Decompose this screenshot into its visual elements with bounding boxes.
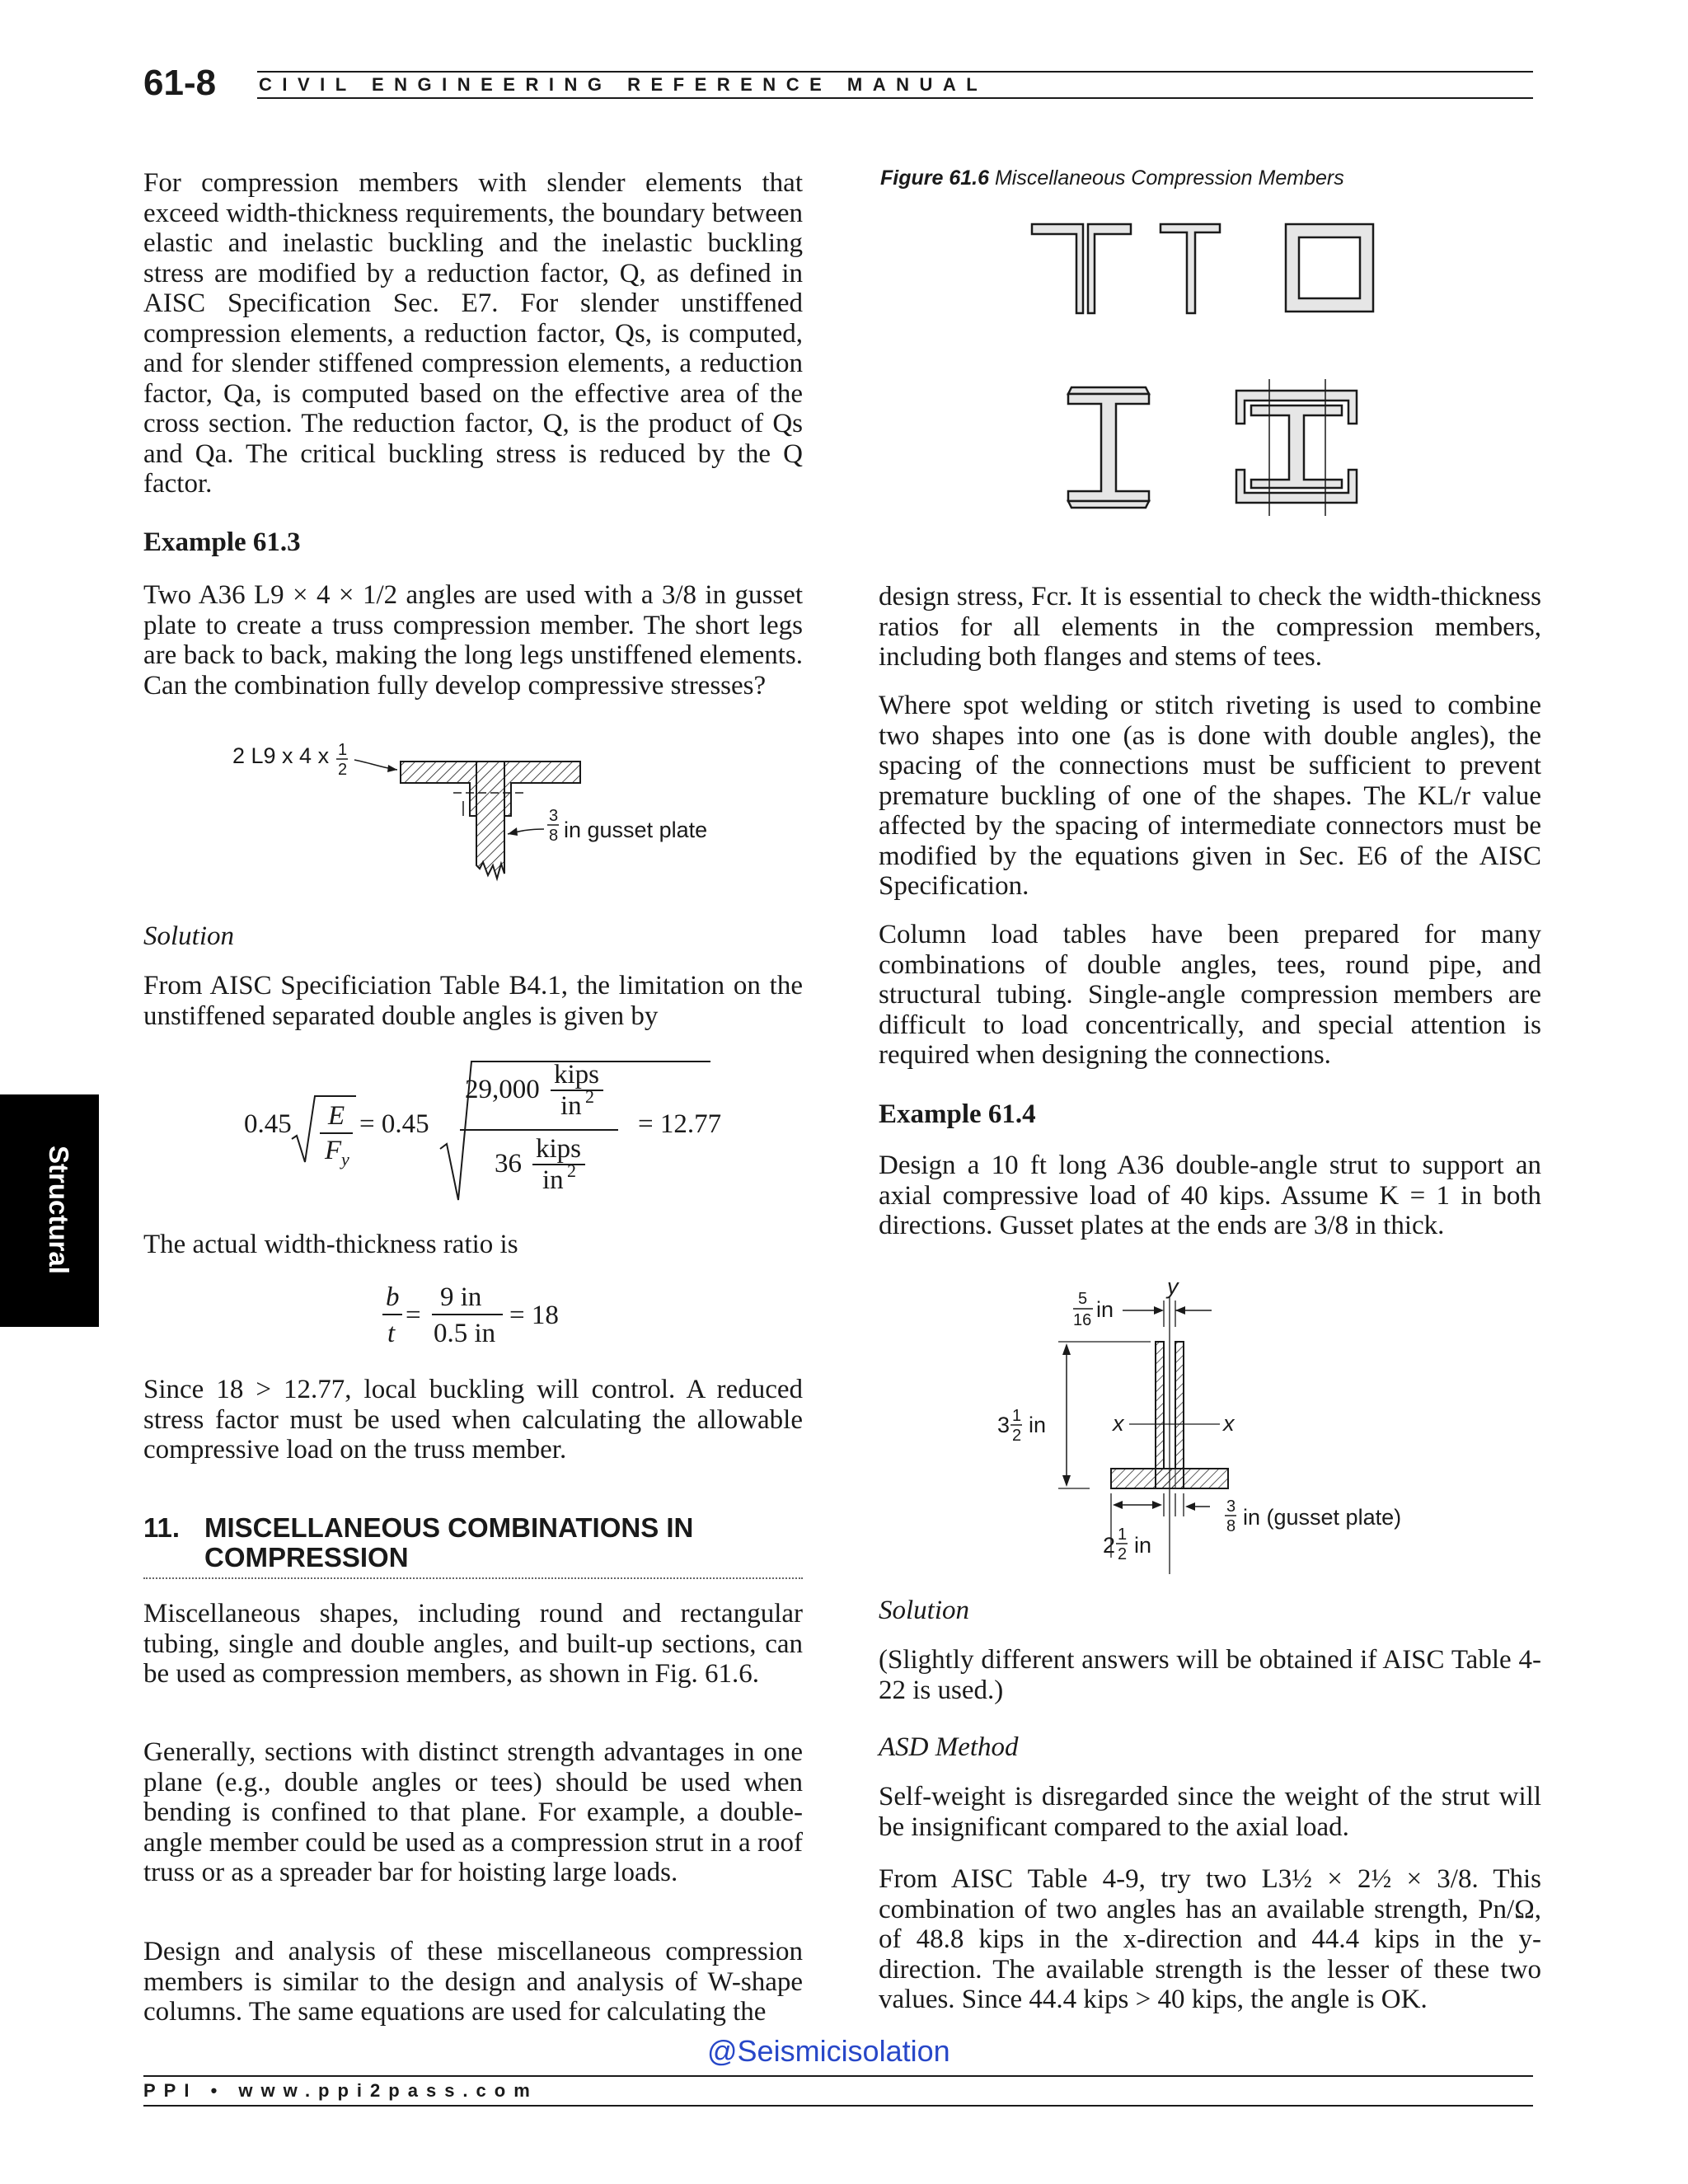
- height-frac-den: 2: [1012, 1427, 1022, 1445]
- eq1-E: E: [328, 1101, 345, 1131]
- example-61-3-text: Two A36 L9 × 4 × 1/2 angles are used with a 3/8 in gusset plate to create a truss compression member. The short legs are back to back, making the long legs unstiffened elements. Can the combination fully develop compressive stresses?: [143, 580, 803, 701]
- footer-rule-top: [143, 2075, 1533, 2077]
- running-title: CIVIL ENGINEERING REFERENCE MANUAL: [259, 74, 988, 95]
- column-load-tables-paragraph: Column load tables have been prepared for many combinations of double angles, tees, round pipe, and structural tubing. Single-angle compression members are difficult to load concentrically, and special attention is required when designing the connections.: [879, 920, 1541, 1070]
- solution-text-left: From AISC Specificiation Table B4.1, the limitation on the unstiffened separated double angles is given by: [143, 971, 803, 1031]
- eq1-den-units-bottom: in: [542, 1165, 564, 1195]
- design-analysis-paragraph: Design and analysis of these miscellaneous compression members is similar to the design and analysis of W-shape columns. The same equations are used for calculating the: [143, 1937, 803, 2027]
- footer-text: [143, 2080, 538, 2102]
- eq1-equals-coef: = 0.45: [359, 1109, 429, 1139]
- footer-url: www.ppi2pass.com: [238, 2080, 538, 2101]
- side-tab-label: Structural: [44, 1146, 74, 1274]
- box-tube-shape: [1286, 224, 1373, 312]
- eq2-num: 9 in: [440, 1282, 482, 1312]
- asd-method-label: ASD Method: [879, 1732, 1019, 1762]
- slightly-different-paragraph: (Slightly different answers will be obtained if AISC Table 4-22 is used.): [879, 1645, 1541, 1705]
- from-table-paragraph: From AISC Table 4-9, try two L3½ × 2½ × 3/8. This combination of two angles has an available strength, Pn/Ω, of 48.8 kips in the x-direction and 44.4 kips in the y-direction. The available strength is the lesser of these two values. Since 44.4 kips > 40 kips, the angle is OK.: [879, 1864, 1541, 2014]
- plate-thk-frac-den: 8: [1226, 1517, 1236, 1535]
- x-axis-label-right: x: [1223, 1411, 1235, 1436]
- double-angle-gusset-figure: [223, 733, 750, 898]
- eq2-den: 0.5 in: [434, 1319, 496, 1348]
- page-number: 61-8: [143, 63, 217, 103]
- eq2-t: t: [387, 1319, 396, 1348]
- side-tab: [0, 1094, 99, 1327]
- example-61-4-text: Design a 10 ft long A36 double-angle strut to support an axial compressive load of 40 kips. Assume K = 1 in both directions. Gusset plates at the ends are 3/8 in thick.: [879, 1151, 1541, 1240]
- eq1-den-units-exp: 2: [567, 1160, 576, 1181]
- built-up-w-shape: [1251, 405, 1342, 488]
- header-rule-bottom: [257, 97, 1533, 99]
- eq1-num-value: 29,000: [465, 1075, 540, 1104]
- figure-61-6-caption: [880, 166, 1344, 190]
- footer-publisher: PPI: [143, 2080, 198, 2101]
- angles-label: 2 L9 x 4 x: [232, 743, 330, 768]
- header-rule-top: [257, 71, 1533, 73]
- figure-number: Figure 61.6: [880, 166, 989, 190]
- since-paragraph: Since 18 > 12.77, local buckling will control. A reduced stress factor must be used when calculating the allowable compressive load on the truss member.: [143, 1375, 803, 1465]
- eq2-result: = 18: [509, 1301, 559, 1330]
- height-unit: in: [1029, 1413, 1047, 1437]
- double-angle-shape-left: [1032, 224, 1083, 313]
- misc-compression-members-figure: [1030, 214, 1401, 527]
- height-whole: 3: [997, 1413, 1010, 1437]
- eq1-F: F: [325, 1136, 342, 1165]
- eq2-b: b: [386, 1282, 400, 1312]
- actual-ratio-equation: b t = 9 in 0.5 in = 18: [386, 1282, 584, 1357]
- misc-shapes-paragraph: Miscellaneous shapes, including round and rectangular tubing, single and double angles, and built-up sections, can be used as compression members, as shown in Fig. 61.6.: [143, 1599, 803, 1689]
- gusset-plate-section: [476, 762, 504, 879]
- intro-paragraph: For compression members with slender elements that exceed width-thickness requirements, the boundary between elastic and inelastic buckling and the inelastic buckling stress are modified by a reduction factor, Q, as defined in AISC Specification Sec. E7. For slender unstiffened compression elements, a reduction factor, Qs, is computed, and for slender stiffened compression elements, a reduction factor, Qa, is computed based on the effective area of the cross section. The reduction factor, Q, is the product of Qs and Qa. The critical buckling stress is reduced by the Q factor.: [143, 168, 803, 499]
- strut-left-angle: [1156, 1342, 1228, 1488]
- solution-label-right: Solution: [879, 1596, 970, 1625]
- plate-frac-den: 8: [549, 827, 559, 845]
- eq1-coef: 0.45: [244, 1109, 292, 1139]
- width-unit: in: [1134, 1533, 1152, 1558]
- eq1-den-value: 36: [495, 1149, 522, 1179]
- footer-rule-bottom: [143, 2105, 1533, 2107]
- figure-title: Miscellaneous Compression Members: [994, 166, 1344, 190]
- angles-frac-den: 2: [338, 761, 348, 779]
- design-stress-paragraph: design stress, Fcr. It is essential to check the width-thickness ratios for all elements in the compression members, including both flanges and stems of tees.: [879, 582, 1541, 672]
- plate-frac-num: 3: [549, 807, 559, 825]
- gusset-plate-thickness-label: in (gusset plate): [1243, 1505, 1402, 1530]
- gap-frac-num: 5: [1078, 1290, 1088, 1308]
- double-angle-strut-figure: [981, 1277, 1442, 1574]
- actual-ratio-text: The actual width-thickness ratio is: [143, 1230, 518, 1259]
- left-angle-section: [401, 762, 476, 816]
- section-underline: [143, 1577, 803, 1579]
- eq1-y-subscript: y: [341, 1149, 349, 1169]
- example-61-4-title: Example 61.4: [879, 1099, 1036, 1129]
- section-title-line-2: COMPRESSION: [204, 1542, 409, 1572]
- eq1-num-units-top: kips: [554, 1060, 600, 1090]
- height-frac-num: 1: [1012, 1407, 1022, 1425]
- gap-unit: in: [1096, 1297, 1114, 1322]
- solution-label-left: Solution: [143, 921, 235, 951]
- width-thickness-limit-equation: [244, 1060, 771, 1212]
- section-number: 11.: [143, 1512, 181, 1543]
- width-frac-num: 1: [1118, 1526, 1128, 1544]
- x-axis-label-left: x: [1113, 1411, 1124, 1436]
- plate-thk-frac-num: 3: [1226, 1497, 1236, 1516]
- bottom-cover-plate: [1068, 501, 1149, 508]
- eq1-num-units-exp: 2: [585, 1086, 594, 1107]
- right-angle-section: [504, 762, 580, 816]
- structural-tee-shape: [1160, 224, 1220, 313]
- angles-frac-num: 1: [338, 741, 348, 759]
- generally-paragraph: Generally, sections with distinct strength advantages in one plane (e.g., double angles or tees) should be used when bending is confined to that plane. For example, a double-angle member could be used as a compression strut in a roof truss or as a spreader bar for hoisting large loads.: [143, 1737, 803, 1887]
- eq1-den-units-top: kips: [536, 1134, 582, 1164]
- double-angle-shape-right: [1088, 224, 1131, 313]
- example-61-3-title: Example 61.3: [143, 527, 301, 557]
- self-weight-paragraph: Self-weight is disregarded since the weight of the strut will be insignificant compared to the axial load.: [879, 1782, 1541, 1842]
- footer-bullet: •: [210, 2080, 226, 2101]
- eq1-num-units-bottom: in: [560, 1091, 582, 1121]
- watermark: @Seismicisolation: [707, 2034, 950, 2068]
- gusset-plate-label: in gusset plate: [564, 818, 708, 842]
- section-title-line-1: MISCELLANEOUS COMBINATIONS IN: [204, 1512, 694, 1543]
- gap-frac-den: 16: [1073, 1311, 1092, 1329]
- width-frac-den: 2: [1118, 1545, 1128, 1563]
- y-axis-label: y: [1167, 1277, 1179, 1299]
- wide-flange-shape: [1068, 394, 1149, 501]
- width-whole: 2: [1103, 1533, 1116, 1558]
- eq1-result: = 12.77: [638, 1109, 722, 1139]
- spot-welding-paragraph: Where spot welding or stitch riveting is used to combine two shapes into one (as is done with double angles), the spacing of the connections must be sufficient to prevent premature buckling of one of the shapes. The KL/r value affected by the spacing of intermediate connectors must be modified by the equations given in Sec. E6 of the AISC Specification.: [879, 691, 1541, 901]
